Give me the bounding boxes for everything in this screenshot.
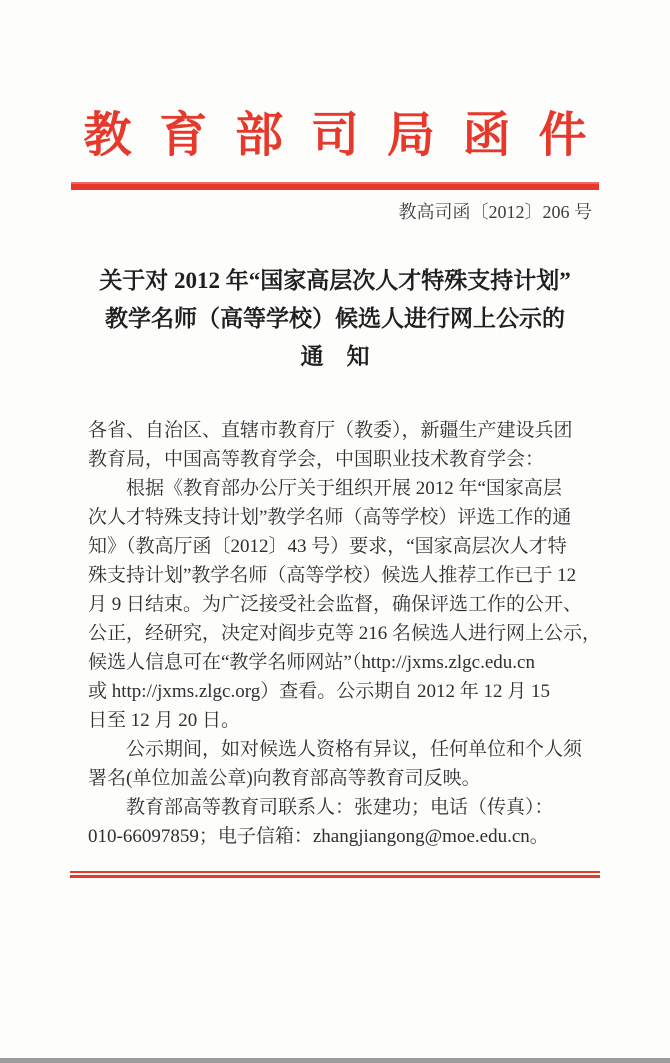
- body-line: 公示期间，如对候选人资格有异议，任何单位和个人须: [126, 739, 583, 760]
- document-body: [88, 416, 602, 851]
- scanned-document-page: [0, 109, 670, 1063]
- body-line: 月 9 日结束。为广泛接受社会监督，确保评选工作的公开、: [88, 594, 583, 615]
- body-line: 根据《教育部办公厅关于组织开展 2012 年“国家高层: [126, 478, 562, 499]
- document-title-line: 通 知: [300, 344, 370, 369]
- document-number: 教高司函〔2012〕206 号: [398, 202, 592, 222]
- body-line: 010-66097859；电子信箱：zhangjiangong@moe.edu.cn。: [88, 826, 549, 847]
- scanned-page-bottom-edge: [0, 1058, 670, 1063]
- body-line: 署名(单位加盖公章)向教育部高等教育司反映。: [88, 768, 481, 789]
- footer-red-double-rule: [70, 871, 600, 878]
- document-title: [0, 262, 670, 376]
- letterhead-red-separator: [71, 182, 599, 190]
- body-line: 殊支持计划”教学名师（高等学校）候选人推荐工作已于 12: [88, 565, 577, 586]
- document-title-line: 关于对 2012 年“国家高层次人才特殊支持计划”: [99, 268, 571, 293]
- body-line: 教育局，中国高等教育学会，中国职业技术教育学会：: [88, 449, 545, 470]
- body-line: 候选人信息可在“教学名师网站”（http://jxms.zlgc.edu.cn: [88, 652, 535, 673]
- body-line: 教育部高等教育司联系人：张建功；电话（传真）：: [126, 797, 554, 818]
- body-line: 知》（教高厅函〔2012〕43 号）要求，“国家高层次人才特: [88, 536, 567, 557]
- body-line: 或 http://jxms.zlgc.org）查看。公示期自 2012 年 12 月 15: [88, 681, 550, 702]
- letterhead-title: 教育部司局函件: [83, 109, 615, 162]
- body-line: 次人才特殊支持计划”教学名师（高等学校）评选工作的通: [88, 507, 572, 528]
- body-line: 日至 12 月 20 日。: [88, 710, 241, 731]
- body-line: 各省、自治区、直辖市教育厅（教委），新疆生产建设兵团: [88, 420, 573, 441]
- document-title-line: 教学名师（高等学校）候选人进行网上公示的: [105, 306, 565, 331]
- body-line: 公正，经研究，决定对阎步克等 216 名候选人进行网上公示，: [88, 623, 602, 644]
